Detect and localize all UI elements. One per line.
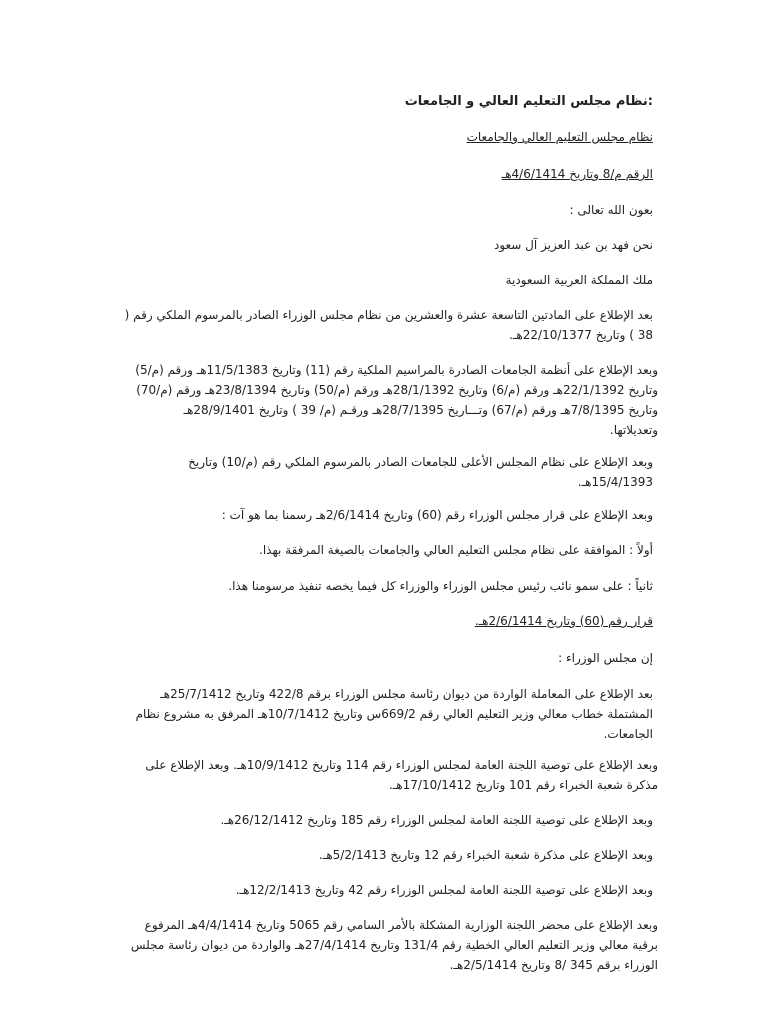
- document-title: نظام مجلس التعليم العالي والجامعات: [466, 130, 653, 144]
- document-heading: :نظام مجلس التعليم العالي و الجامعات: [404, 94, 653, 109]
- king-title: ملك المملكة العربية السعودية: [505, 273, 653, 287]
- text-line: برقية معالي وزير التعليم العالي الخطية رقم 131/4 وتاريخ 27/4/1414هـ والواردة من ديوان رئاسة مجلس: [130, 938, 658, 952]
- text-line: وتاريخ 22/1/1392هـ ورقم (م/6) وتاريخ 28/1/1392هـ ورقم (م/50) وتاريخ 23/8/1394هـ ورقم (م/70): [136, 383, 658, 397]
- text-line: وبعد الإطلاع على توصية اللجنة العامة لمجلس الوزراء رقم 114 وتاريخ 10/9/1412هـ. وبعد الإطلاع على: [145, 758, 658, 772]
- paragraph-council-of-ministers-law: [113, 305, 653, 345]
- text-line: مذكرة شعبة الخبراء رقم 101 وتاريخ 17/10/1412هـ.: [388, 778, 658, 792]
- text-line: وتاريخ 7/8/1395هـ ورقم (م/67) وتـــاريخ 28/7/1395هـ ورقـم (م/ 39 ) وتاريخ 28/9/1401هـ: [183, 403, 658, 417]
- text-line: المشتملة خطاب معالي وزير التعليم العالي رقم 669/2س وتاريخ 10/7/1412هـ المرفق به مشروع نظام: [135, 707, 653, 721]
- paragraph-higher-council-law: [113, 452, 653, 492]
- text-line: بعد الإطلاع على المعاملة الواردة من ديوان رئاسة مجلس الوزراء برقم 422/8 وتاريخ 25/7/1412هـ: [160, 687, 653, 701]
- text-line: 15/4/1393هـ.: [577, 475, 653, 489]
- paragraph-committee-recommendation-114: [98, 755, 658, 795]
- text-line: الوزراء برقم 345 /8 وتاريخ 2/5/1414هـ.: [449, 958, 658, 972]
- decision-reference: قرار رقم (60) وتاريخ 2/6/1414هـ.: [474, 614, 653, 628]
- text-line: الجامعات.: [603, 727, 653, 741]
- paragraph-committee-recommendation-42: وبعد الإطلاع على توصية اللجنة العامة لمجلس الوزراء رقم 42 وتاريخ 12/2/1413هـ.: [235, 883, 653, 897]
- text-line: وبعد الإطلاع على أنظمة الجامعات الصادرة بالمراسيم الملكية رقم (11) وتاريخ 11/5/1383هـ ورقم (م/5): [135, 363, 658, 377]
- king-name: نحن فهد بن عبد العزيز آل سعود: [493, 238, 653, 252]
- text-line: وبعد الإطلاع على محضر اللجنة الوزارية المشكلة بالأمر السامي رقم 5065 وتاريخ 4/4/1414هـ المرفوع: [144, 918, 658, 932]
- paragraph-first: أولاً : الموافقة على نظام مجلس التعليم العالي والجامعات بالصيغة المرفقة بهذا.: [259, 543, 653, 557]
- text-line: وتعديلاتها.: [609, 423, 658, 437]
- council-intro: إن مجلس الوزراء :: [558, 651, 653, 665]
- paragraph-university-laws: [98, 360, 658, 440]
- paragraph-cabinet-decision: وبعد الإطلاع على قرار مجلس الوزراء رقم (60) وتاريخ 2/6/1414هـ رسمنا بما هو آت :: [221, 508, 653, 522]
- decree-reference: الرقم م/8 وتاريخ 4/6/1414هـ: [501, 167, 653, 181]
- paragraph-transaction: [113, 684, 653, 744]
- opening-line: بعون الله تعالى :: [569, 203, 653, 217]
- paragraph-second: ثانياً : على سمو نائب رئيس مجلس الوزراء والوزراء كل فيما يخصه تنفيذ مرسومنا هذا.: [228, 579, 653, 593]
- text-line: 38 ) وتاريخ 22/10/1377هـ.: [509, 328, 653, 342]
- paragraph-experts-memo-12: وبعد الإطلاع على مذكرة شعبة الخبراء رقم 12 وتاريخ 5/2/1413هـ.: [319, 848, 653, 862]
- text-line: بعد الإطلاع على المادتين التاسعة عشرة والعشرين من نظام مجلس الوزراء الصادر بالمرسوم الملكي رقم (: [124, 308, 653, 322]
- paragraph-ministerial-committee: [98, 915, 658, 975]
- text-line: وبعد الإطلاع على نظام المجلس الأعلى للجامعات الصادر بالمرسوم الملكي رقم (م/10) وتاريخ: [188, 455, 653, 469]
- paragraph-committee-recommendation-185: وبعد الإطلاع على توصية اللجنة العامة لمجلس الوزراء رقم 185 وتاريخ 26/12/1412هـ.: [220, 813, 653, 827]
